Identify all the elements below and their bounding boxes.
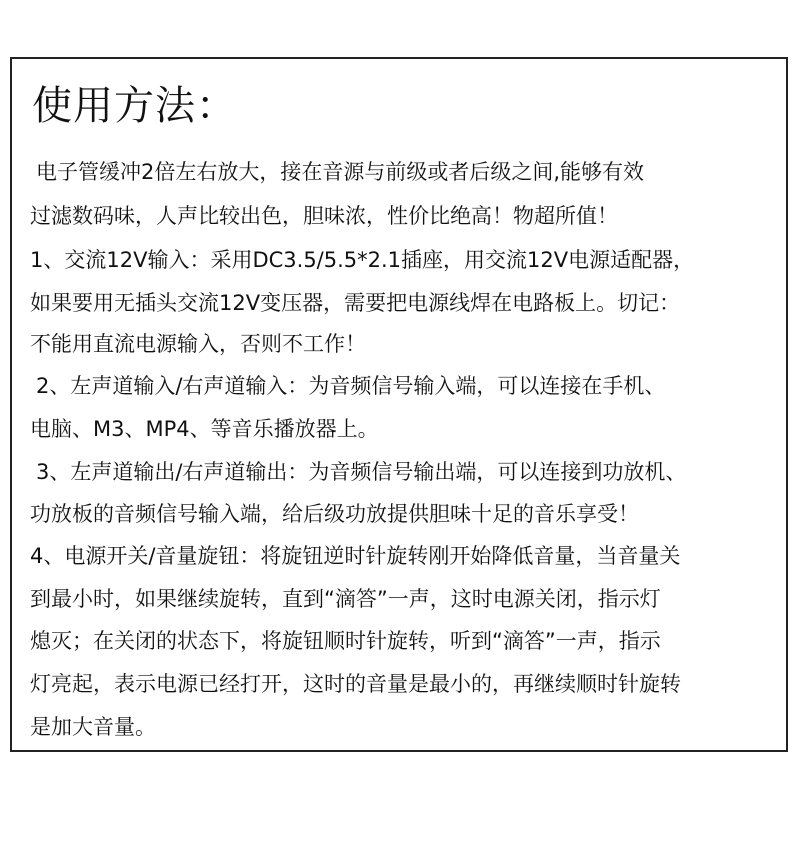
instruction-line: 4、电源开关/音量旋钮：将旋钮逆时针旋转刚开始降低音量，当音量关 <box>30 544 681 568</box>
instruction-line: 3、左声道输出/右声道输出：为音频信号输出端，可以连接到功放机、 <box>36 460 687 484</box>
instruction-line: 到最小时，如果继续旋转，直到“滴答”一声，这时电源关闭，指示灯 <box>30 587 661 611</box>
instruction-line: 功放板的音频信号输入端，给后级功放提供胆味十足的音乐享受！ <box>30 502 639 526</box>
instruction-line: 如果要用无插头交流12V变压器，需要把电源线焊在电路板上。切记： <box>30 291 681 315</box>
instruction-line: 1、交流12V输入：采用DC3.5/5.5*2.1插座，用交流12V电源适配器， <box>30 248 695 272</box>
instruction-line: 2、左声道输入/右声道输入：为音频信号输入端，可以连接在手机、 <box>36 374 666 398</box>
page-title: 使用方法： <box>32 83 237 129</box>
instruction-line: 灯亮起，表示电源已经打开，这时的音量是最小的，再继续顺时针旋转 <box>30 672 681 696</box>
instruction-line: 不能用直流电源输入，否则不工作！ <box>30 332 366 356</box>
instruction-line: 是加大音量。 <box>30 715 156 739</box>
instruction-line: 熄灭；在关闭的状态下，将旋钮顺时针旋转，听到“滴答”一声，指示 <box>30 629 661 653</box>
instruction-line: 电子管缓冲2倍左右放大，接在音源与前级或者后级之间,能够有效 <box>36 160 645 184</box>
instruction-line: 电脑、M3、MP4、等音乐播放器上。 <box>30 417 379 441</box>
instruction-line: 过滤数码味，人声比较出色，胆味浓，性价比绝高！物超所值！ <box>30 204 618 228</box>
